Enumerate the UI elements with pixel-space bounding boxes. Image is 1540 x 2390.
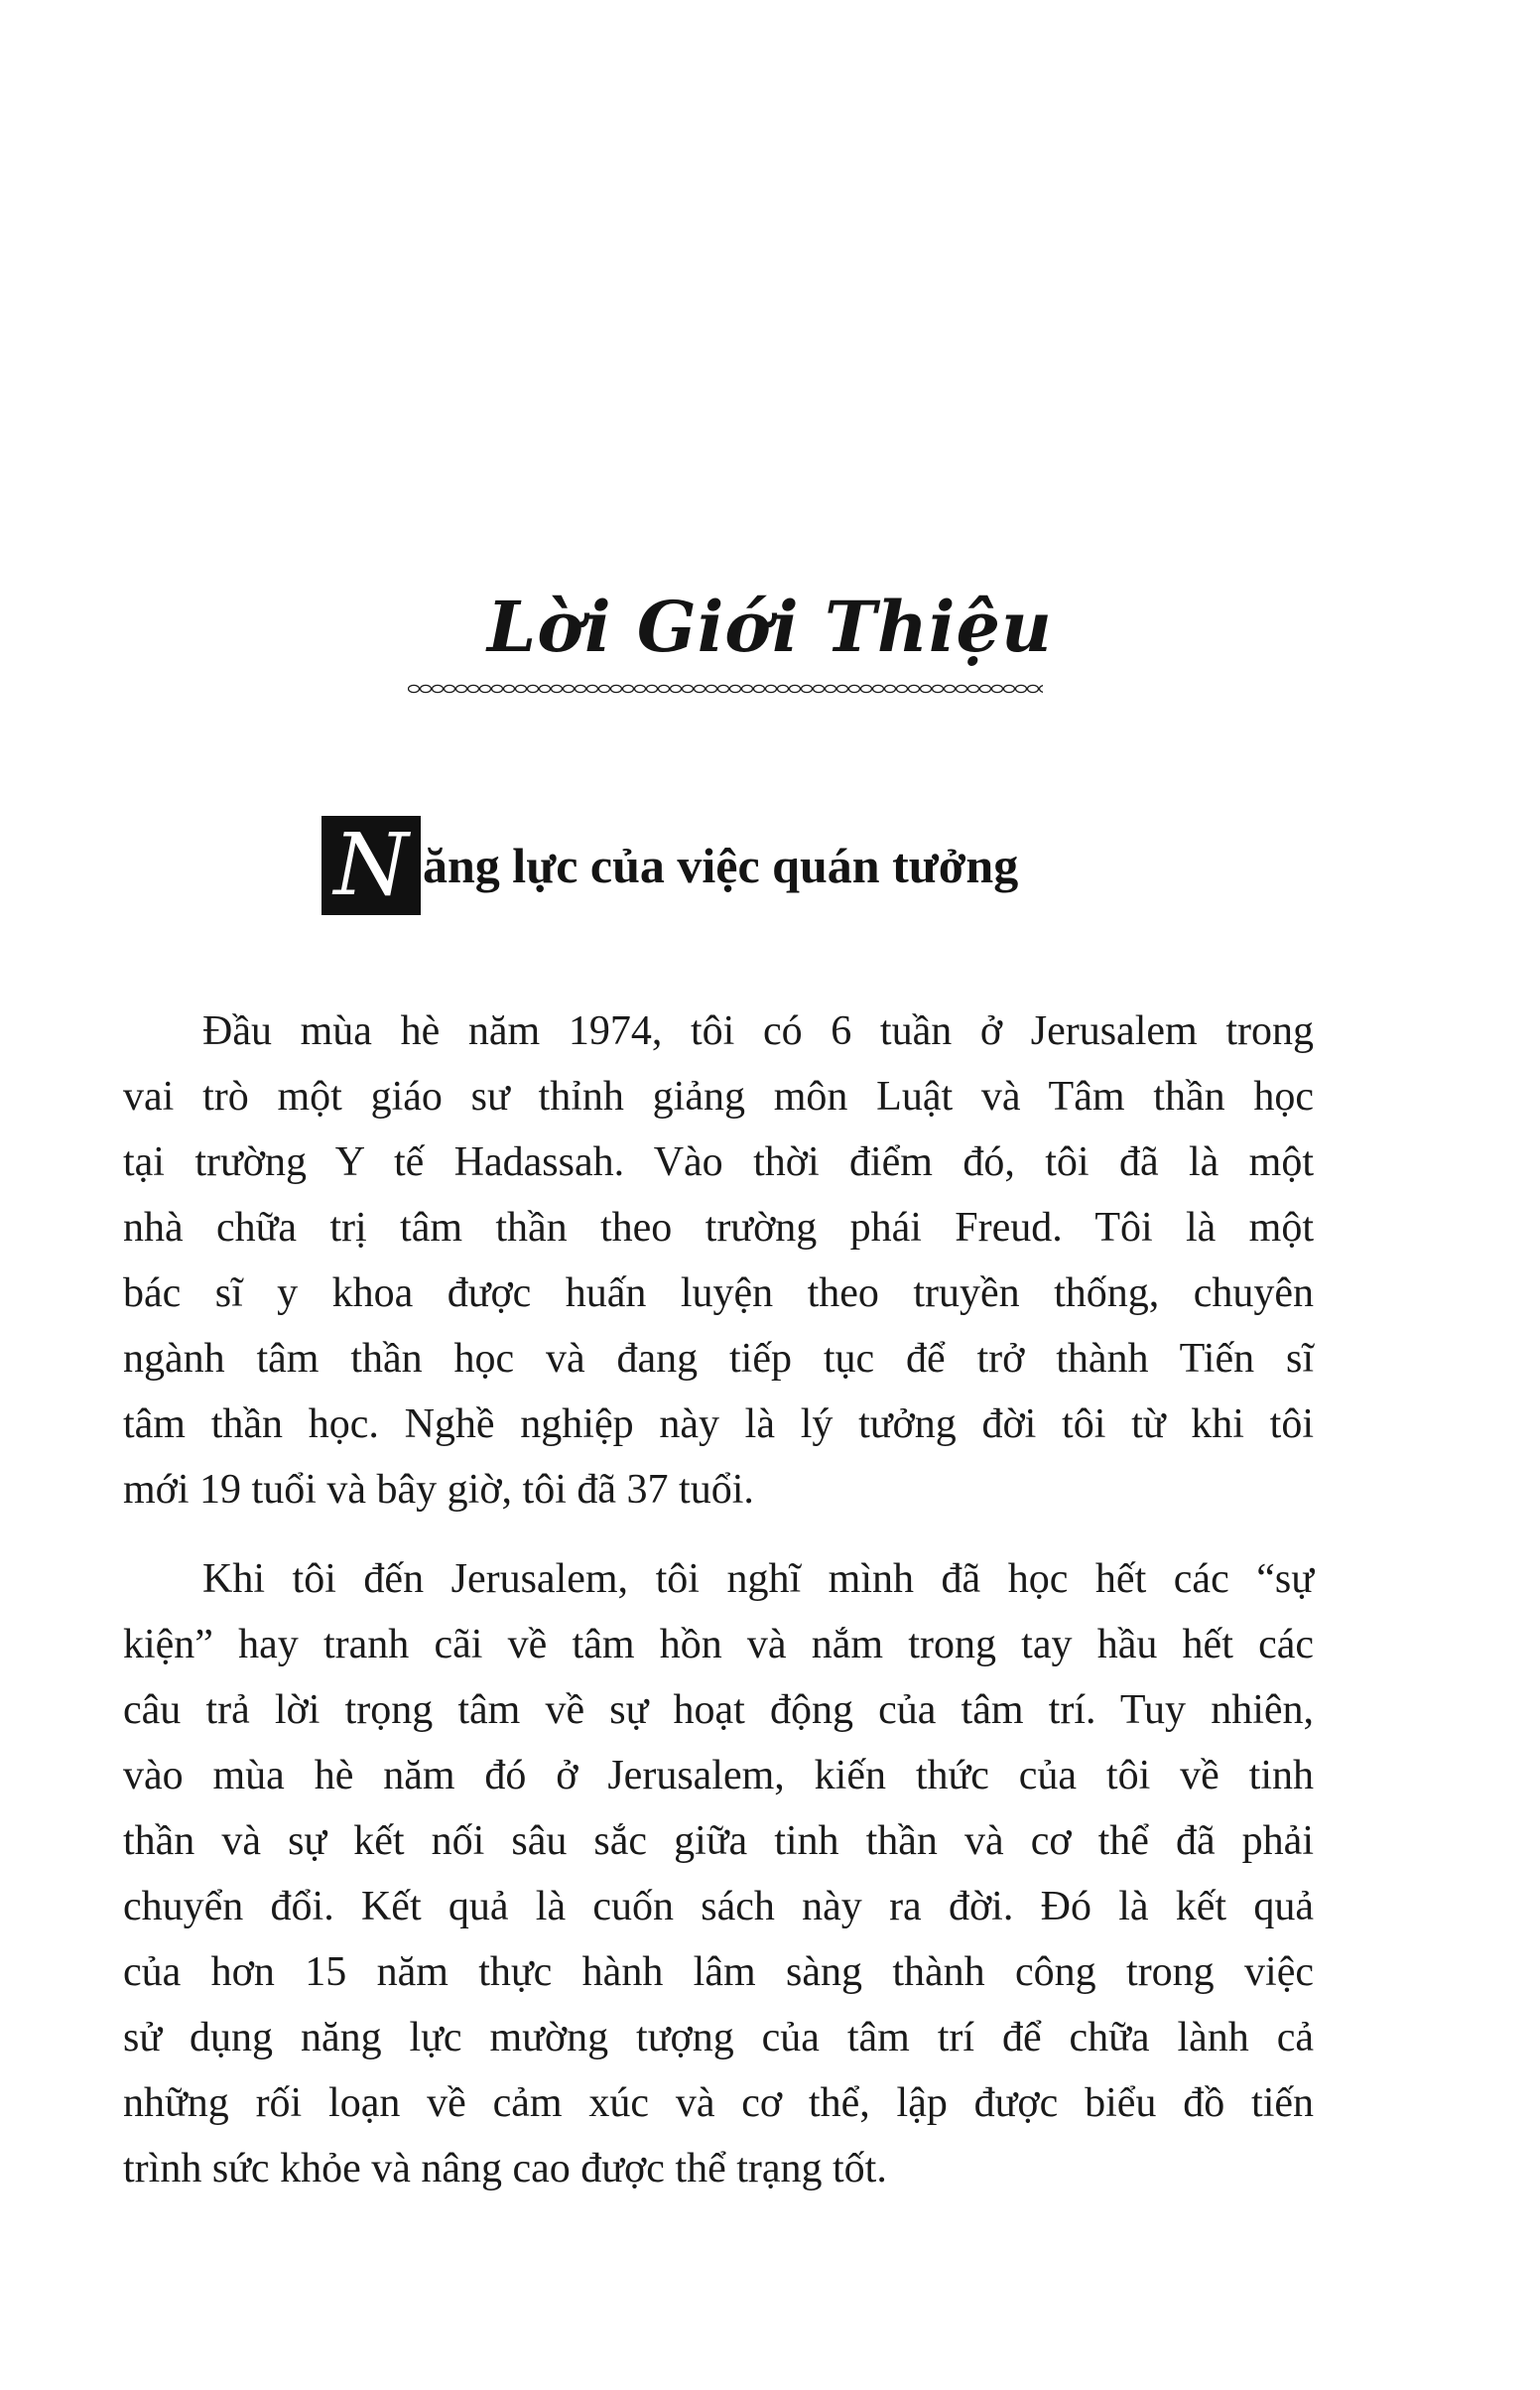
paragraph-line: tại trường Y tế Hadassah. Vào thời điểm đó, tôi đã là một xyxy=(123,1139,1314,1185)
paragraph-line: nhà chữa trị tâm thần theo trường phái Freud. Tôi là một xyxy=(123,1205,1314,1251)
ornamental-divider xyxy=(408,681,1043,697)
section-heading-text: ăng lực của việc quán tưởng xyxy=(423,838,1019,893)
paragraph-line: câu trả lời trọng tâm về sự hoạt động của tâm trí. Tuy nhiên, xyxy=(123,1687,1314,1733)
paragraph-line: những rối loạn về cảm xúc và cơ thể, lập được biểu đồ tiến xyxy=(123,2080,1314,2126)
paragraph-line: trình sức khỏe và nâng cao được thể trạng tốt. xyxy=(123,2146,887,2191)
paragraph-line: vào mùa hè năm đó ở Jerusalem, kiến thức của tôi về tinh xyxy=(123,1753,1314,1798)
drop-cap xyxy=(321,816,421,915)
paragraph-line: Khi tôi đến Jerusalem, tôi nghĩ mình đã học hết các “sự xyxy=(202,1556,1314,1602)
paragraph-1 xyxy=(123,998,1314,1523)
paragraph-2 xyxy=(123,1546,1314,2201)
paragraph-line: sử dụng năng lực mường tượng của tâm trí để chữa lành cả xyxy=(123,2015,1314,2060)
paragraph-line: của hơn 15 năm thực hành lâm sàng thành công trong việc xyxy=(123,1949,1314,1995)
paragraph-line: bác sĩ y khoa được huấn luyện theo truyền thống, chuyên xyxy=(123,1270,1314,1316)
drop-cap-letter: N xyxy=(333,816,409,915)
paragraph-line: tâm thần học. Nghề nghiệp này là lý tưởng đời tôi từ khi tôi xyxy=(123,1401,1314,1447)
section-heading xyxy=(321,816,1018,915)
paragraph-line: vai trò một giáo sư thỉnh giảng môn Luật và Tâm thần học xyxy=(123,1074,1314,1120)
paragraph-line: mới 19 tuổi và bây giờ, tôi đã 37 tuổi. xyxy=(123,1467,754,1513)
paragraph-line: Đầu mùa hè năm 1974, tôi có 6 tuần ở Jerusalem trong xyxy=(202,1008,1314,1054)
paragraph-line: thần và sự kết nối sâu sắc giữa tinh thần và cơ thể đã phải xyxy=(123,1818,1314,1864)
paragraph-line: ngành tâm thần học và đang tiếp tục để trở thành Tiến sĩ xyxy=(123,1336,1314,1382)
paragraph-line: chuyển đổi. Kết quả là cuốn sách này ra đời. Đó là kết quả xyxy=(123,1884,1314,1929)
paragraph-line: kiện” hay tranh cãi về tâm hồn và nắm trong tay hầu hết các xyxy=(123,1622,1314,1667)
chapter-title: Lời Giới Thiệu xyxy=(487,586,1053,668)
